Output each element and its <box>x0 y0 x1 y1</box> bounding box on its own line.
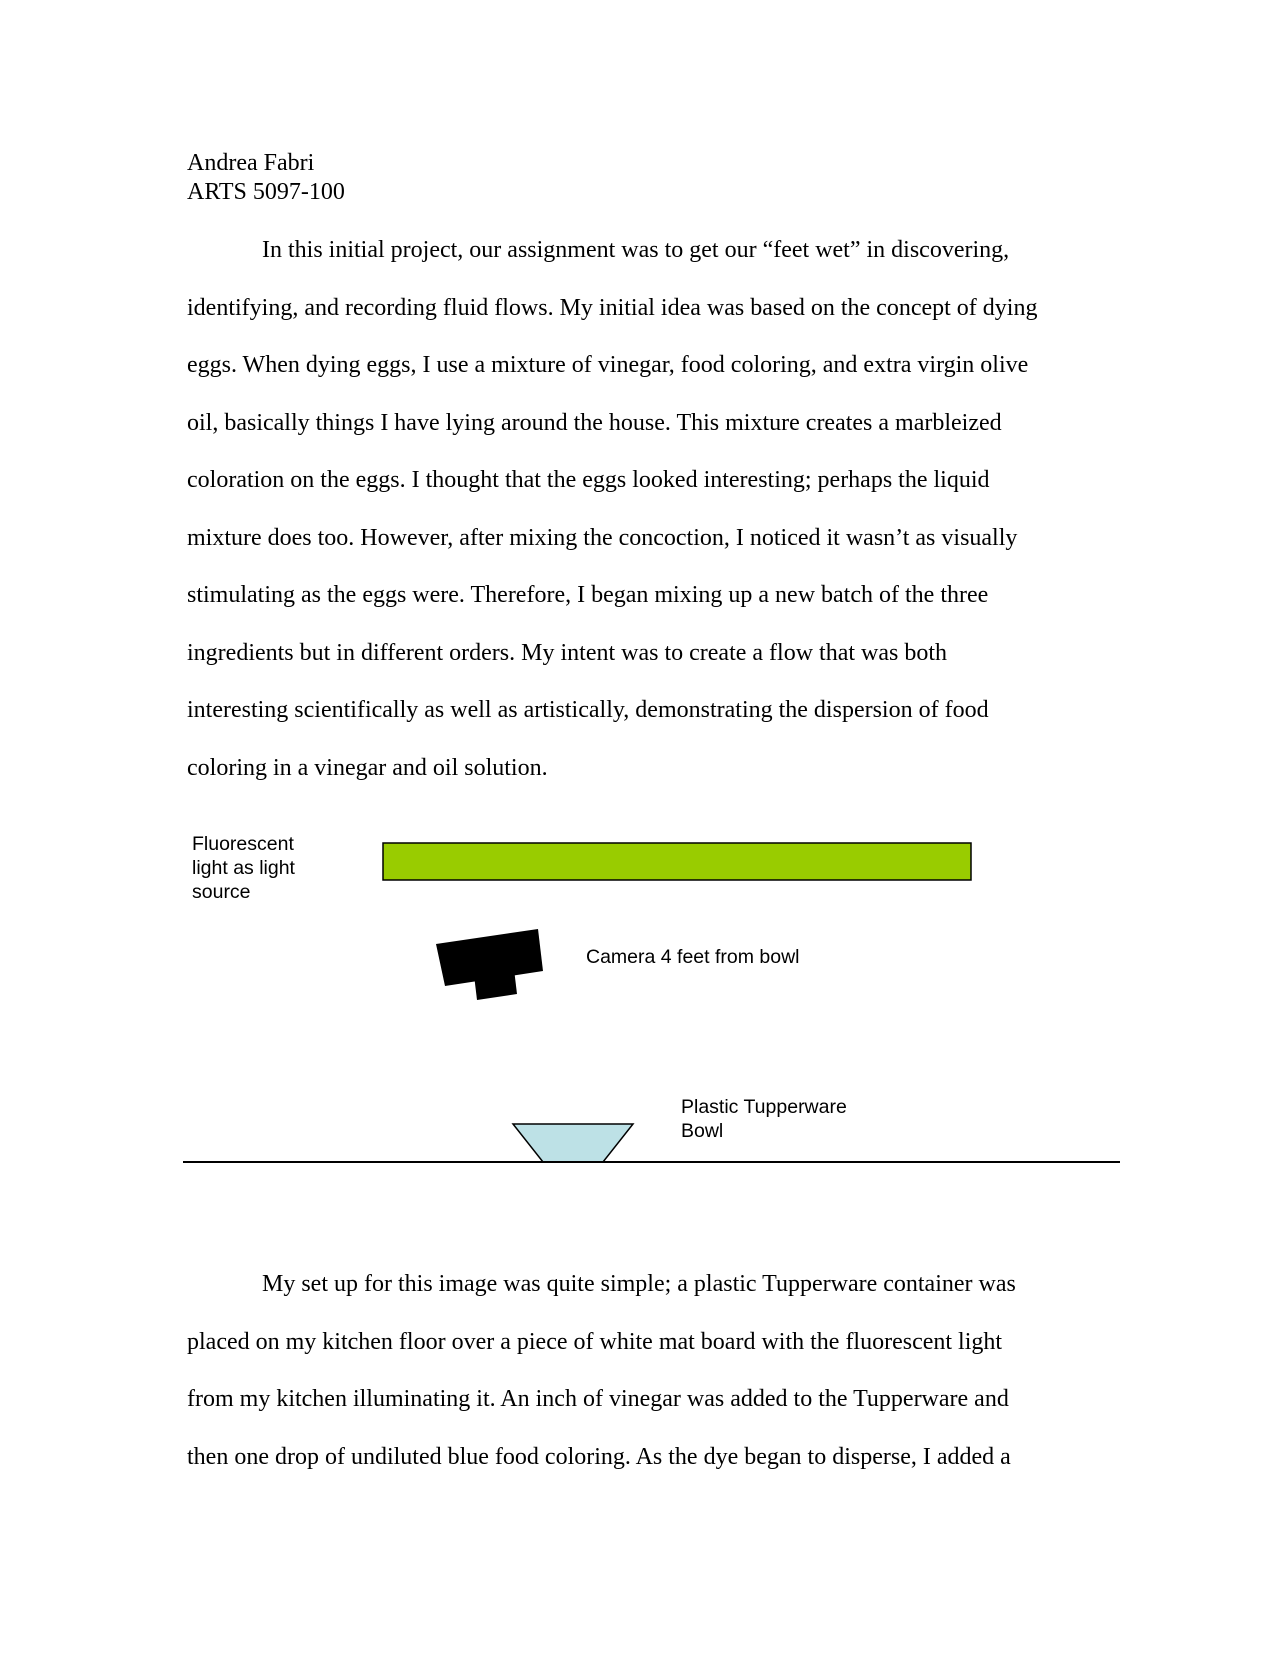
paragraph-line: stimulating as the eggs were. Therefore, I began mixing up a new batch of the three <box>187 582 989 608</box>
author-name: Andrea Fabri <box>187 150 315 176</box>
light-source-label <box>192 832 295 904</box>
paragraph-line: interesting scientifically as well as artistically, demonstrating the dispersion of food <box>187 697 989 723</box>
paragraph-line: coloration on the eggs. I thought that the eggs looked interesting; perhaps the liquid <box>187 467 990 493</box>
paragraph-line: In this initial project, our assignment was to get our “feet wet” in discovering, <box>262 237 1010 263</box>
tupperware-bowl-shape <box>513 1124 633 1162</box>
paragraph-line: coloring in a vinegar and oil solution. <box>187 754 548 781</box>
light-source-label-line: source <box>192 881 251 903</box>
bowl-label-line: Plastic Tupperware <box>681 1096 847 1118</box>
fluorescent-light-shape <box>383 843 971 880</box>
paragraph-line: placed on my kitchen floor over a piece of white mat board with the fluorescent light <box>187 1328 1003 1355</box>
paragraph-line: then one drop of undiluted blue food coloring. As the dye began to disperse, I added a <box>187 1443 1011 1470</box>
paragraph-line: My set up for this image was quite simple; a plastic Tupperware container was <box>262 1271 1016 1297</box>
camera-label: Camera 4 feet from bowl <box>586 946 800 968</box>
light-source-label-line: Fluorescent <box>192 833 294 855</box>
paragraph-line: ingredients but in different orders. My intent was to create a flow that was both <box>187 639 948 666</box>
bowl-label-line: Bowl <box>681 1120 724 1142</box>
camera-icon <box>436 929 543 1000</box>
paragraph-line: oil, basically things I have lying around the house. This mixture creates a marbleized <box>187 409 1002 436</box>
paragraph-line: from my kitchen illuminating it. An inch of vinegar was added to the Tupperware and <box>187 1386 1009 1412</box>
paragraph-line: mixture does too. However, after mixing the concoction, I noticed it wasn’t as visually <box>187 524 1018 551</box>
paragraph-line: identifying, and recording fluid flows. My initial idea was based on the concept of dying <box>187 294 1038 321</box>
bowl-label <box>681 1095 847 1143</box>
course-code: ARTS 5097-100 <box>187 179 345 205</box>
light-source-label-line: light as light <box>192 857 295 879</box>
paragraph-line: eggs. When dying eggs, I use a mixture of vinegar, food coloring, and extra virgin olive <box>187 352 1029 378</box>
paragraph-setup <box>187 1256 1087 1486</box>
